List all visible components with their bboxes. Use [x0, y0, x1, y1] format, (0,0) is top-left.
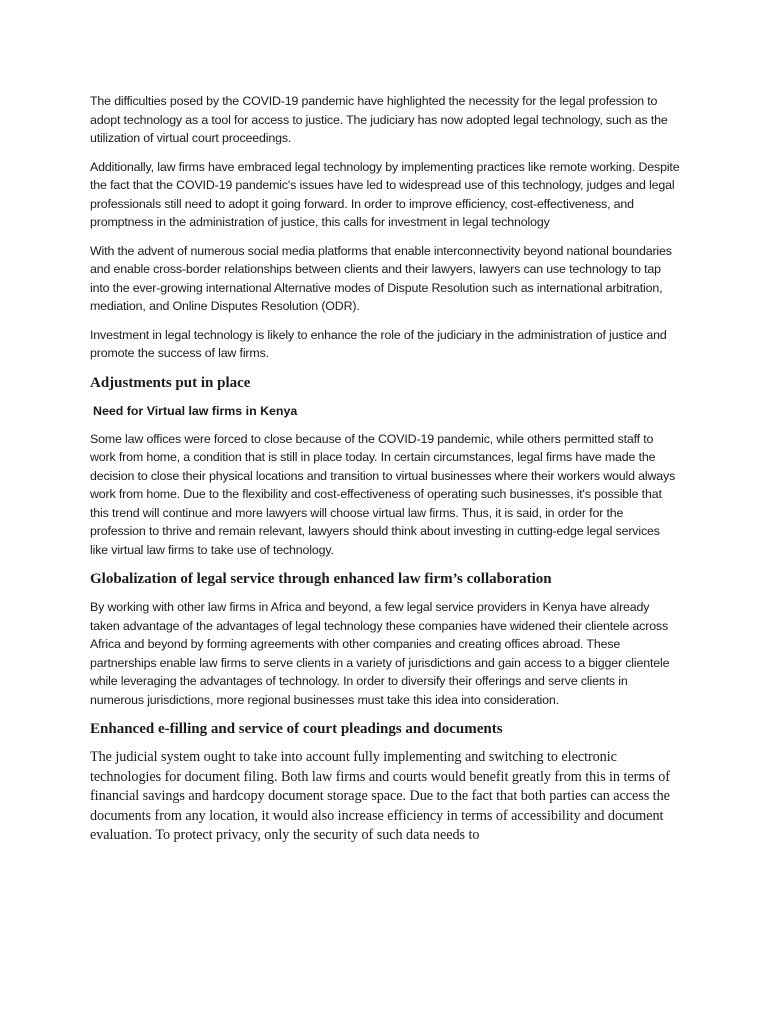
intro-paragraph-3: With the advent of numerous social media platforms that enable interconnectivity beyond national boundaries and enable cross-border relationships between clients and their lawyers, lawyers can use technology to tap into the ever-growing international Alternative modes of Dispute Resolution such as international arbitration, mediation, and Online Disputes Resolution (ODR). — [90, 243, 672, 313]
subheading-virtual-law-firms: Need for Virtual law firms in Kenya — [93, 403, 298, 418]
paragraph-globalization: By working with other law firms in Africa and beyond, a few legal service providers in Kenya have already taken advantage of the advantages of legal technology these companies have widened their clientele across Africa and beyond by forming agreements with other companies and creating offices abroad. These partnerships enable law firms to serve clients in a variety of jurisdictions and gain access to a bigger clientele while leveraging the advantages of technology. In order to diversify their offerings and serve clients in numerous jurisdictions, more regional businesses must take this idea into consideration. — [90, 600, 670, 707]
intro-paragraph-1: The difficulties posed by the COVID-19 pandemic have highlighted the necessity for the legal profession to adopt technology as a tool for access to justice. The judiciary has now adopted legal technology, such as the utilization of virtual court proceedings. — [90, 94, 668, 145]
heading-globalization: Globalization of legal service through enhanced law firm’s collaboration — [90, 571, 552, 587]
intro-paragraph-2: Additionally, law firms have embraced legal technology by implementing practices like remote working. Despite the fact that the COVID-19 pandemic's issues have led to widespread use of this technology, judges and legal professionals still need to adopt it going forward. In order to improve efficiency, cost-effectiveness, and promptness in the administration of justice, this calls for investment in legal technology — [90, 159, 680, 229]
document-page — [90, 92, 680, 846]
paragraph-efiling: The judicial system ought to take into account fully implementing and switching to electronic technologies for document filing. Both law firms and courts would benefit greatly from this in terms of financial savings and hardcopy document storage space. Due to the fact that both parties can access the documents from any location, it would also increase efficiency in terms of accessibility and document evaluation. To protect privacy, only the security of such data needs to — [90, 749, 670, 844]
paragraph-virtual-law-firms: Some law offices were forced to close because of the COVID-19 pandemic, while others permitted staff to work from home, a condition that is still in place today. In certain circumstances, legal firms have made the decision to close their physical locations and transition to virtual businesses where their workers would always work from home. Due to the flexibility and cost-effectiveness of operating such businesses, it's possible that this trend will continue and more lawyers will choose virtual law firms. Thus, it is said, in order for the profession to thrive and remain relevant, lawyers should think about investing in cutting-edge legal services like virtual law firms to take use of technology. — [90, 431, 676, 557]
heading-adjustments: Adjustments put in place — [90, 374, 251, 391]
intro-paragraph-4: Investment in legal technology is likely to enhance the role of the judiciary in the administration of justice and promote the success of law firms. — [90, 327, 667, 360]
heading-efiling: Enhanced e-filling and service of court pleadings and documents — [90, 721, 503, 737]
